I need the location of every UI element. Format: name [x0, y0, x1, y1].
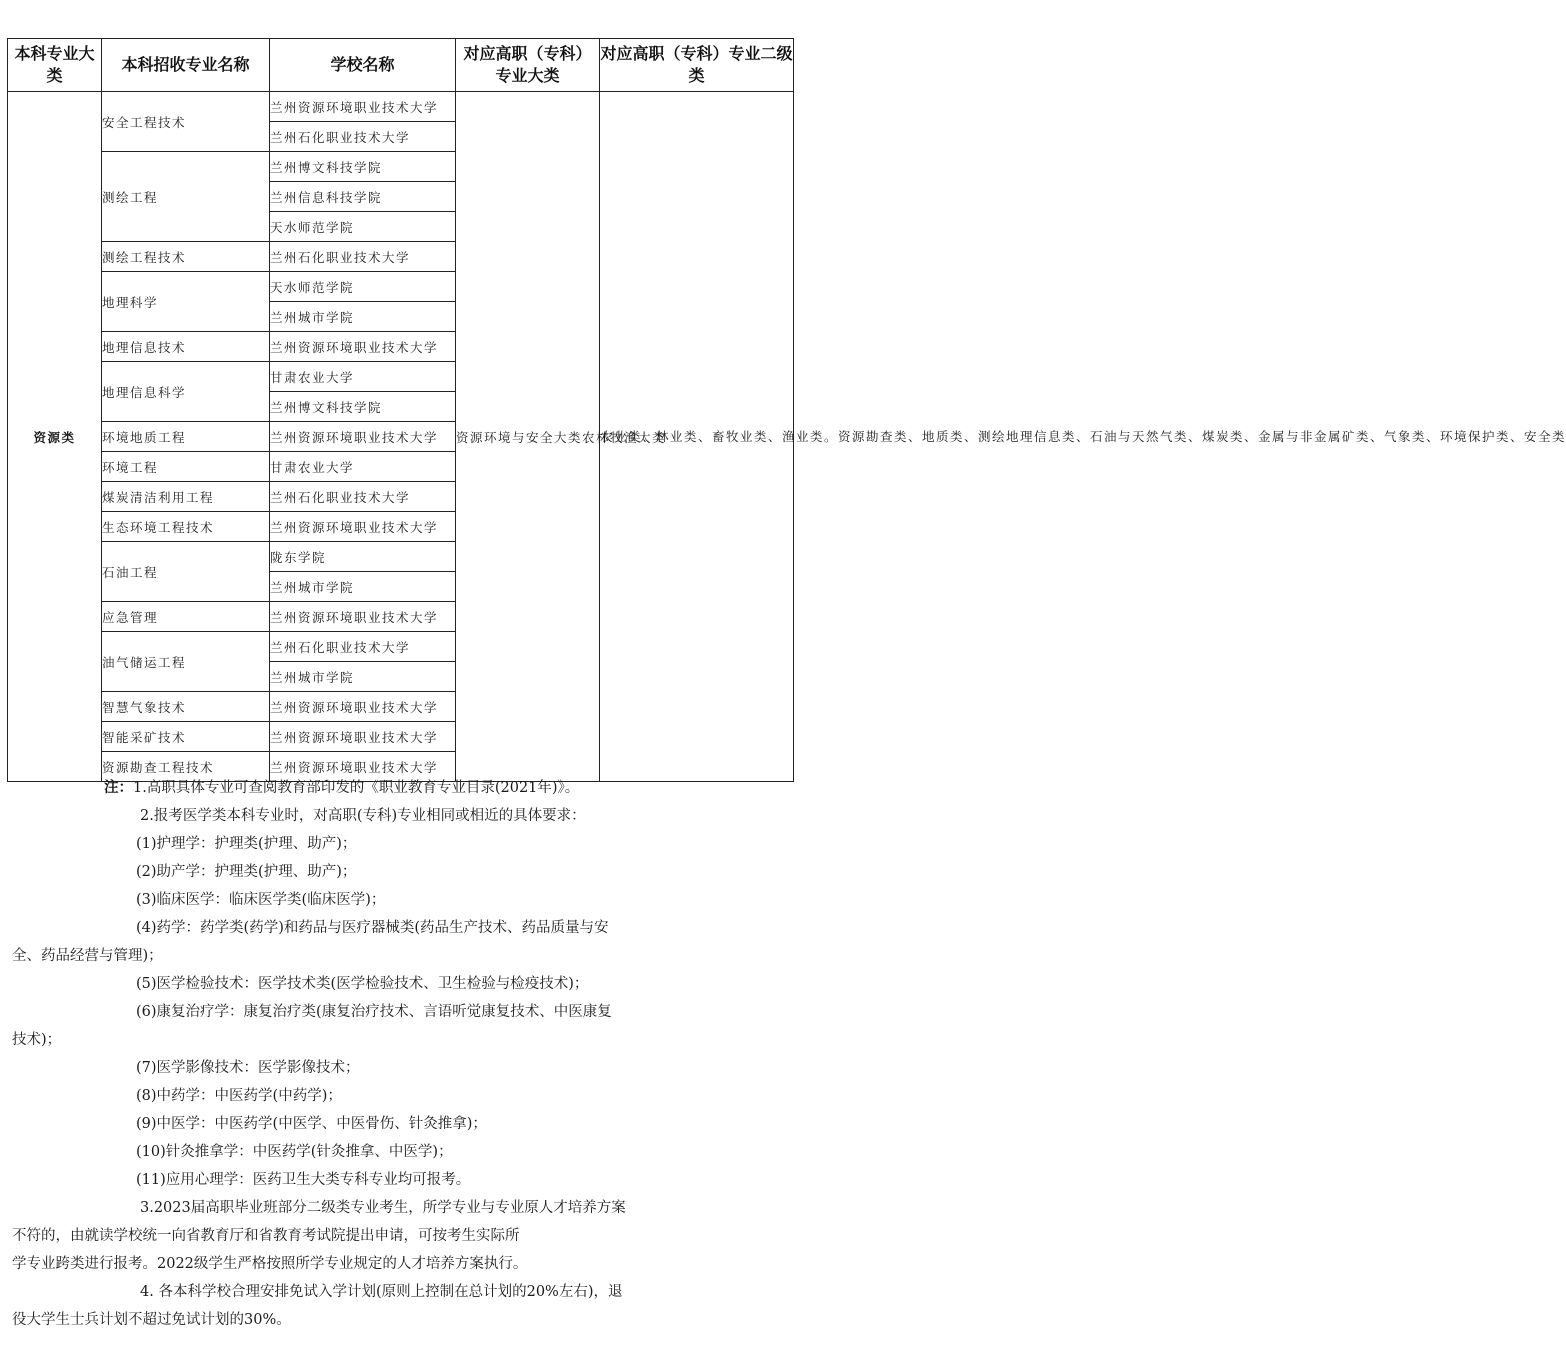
table-header-row: [8, 39, 794, 92]
major-table: [7, 38, 1566, 782]
school-name-cell: 兰州资源环境职业技术大学: [270, 722, 456, 752]
header-undergrad-category: 本科专业大类: [8, 39, 102, 92]
note-3-cont-2: 学专业跨类进行报考。2022级学生严格按照所学专业规定的人才培养方案执行。: [12, 1256, 528, 1272]
table-body: [8, 92, 1566, 782]
school-name-cell: 兰州石化职业技术大学: [270, 122, 456, 152]
header-vocational-subcategory: 对应高职（专科）专业二级类: [600, 39, 794, 92]
major-name-cell: 石油工程: [102, 542, 270, 602]
school-name-cell: 兰州城市学院: [270, 572, 456, 602]
note-2-item-1: (1)护理学：护理类(护理、助产)；: [136, 836, 357, 852]
note-2-item-2: (2)助产学：护理类(护理、助产)；: [136, 864, 357, 880]
note-4: 4. 各本科学校合理安排免试入学计划(原则上控制在总计划的20%左右)，退: [140, 1284, 623, 1300]
major-name-cell: 地理信息科学: [102, 362, 270, 422]
school-name-cell: 兰州资源环境职业技术大学: [270, 752, 456, 782]
note-2-item-11: (11)应用心理学：医药卫生大类专科专业均可报考。: [136, 1172, 471, 1188]
school-name-cell: 兰州城市学院: [270, 302, 456, 332]
school-name-cell: 甘肃农业大学: [270, 452, 456, 482]
school-name-cell: 天水师范学院: [270, 212, 456, 242]
school-name-cell: 兰州资源环境职业技术大学: [270, 602, 456, 632]
header-school-name: 学校名称: [270, 39, 456, 92]
note-3-cont-1: 不符的，由就读学校统一向省教育厅和省教育考试院提出申请，可按考生实际所: [12, 1228, 520, 1244]
vocational-category-cell: 资源环境与安全大类农林牧渔大类: [456, 92, 600, 782]
major-name-cell: 煤炭清洁利用工程: [102, 482, 270, 512]
major-name-cell: 环境地质工程: [102, 422, 270, 452]
category-cell: 资源类: [8, 92, 102, 782]
major-name-cell: 油气储运工程: [102, 632, 270, 692]
major-name-cell: 测绘工程技术: [102, 242, 270, 272]
note-3: 3.2023届高职毕业班部分二级类专业考生，所学专业与专业原人才培养方案: [140, 1200, 626, 1216]
school-name-cell: 兰州石化职业技术大学: [270, 482, 456, 512]
note-2-item-7: (7)医学影像技术：医学影像技术；: [136, 1060, 360, 1076]
header-major-name: 本科招收专业名称: [102, 39, 270, 92]
major-name-cell: 地理信息技术: [102, 332, 270, 362]
note-2-item-9: (9)中医学：中医药学(中医学、中医骨伤、针灸推拿)；: [136, 1116, 487, 1132]
note-2-item-6-cont: 技术)；: [12, 1032, 62, 1048]
school-name-cell: 甘肃农业大学: [270, 362, 456, 392]
major-name-cell: 智能采矿技术: [102, 722, 270, 752]
school-name-cell: 兰州石化职业技术大学: [270, 242, 456, 272]
school-name-cell: 兰州信息科技学院: [270, 182, 456, 212]
note-2-item-5: (5)医学检验技术：医学技术类(医学检验技术、卫生检验与检疫技术)；: [136, 976, 589, 992]
note-1: 注：1.高职具体专业可查阅教育部印发的《职业教育专业目录(2021年)》。: [104, 780, 580, 796]
table-row: [8, 92, 794, 122]
school-name-cell: 兰州资源环境职业技术大学: [270, 512, 456, 542]
major-name-cell: 生态环境工程技术: [102, 512, 270, 542]
school-name-cell: 陇东学院: [270, 542, 456, 572]
major-name-cell: 安全工程技术: [102, 92, 270, 152]
school-name-cell: 兰州城市学院: [270, 662, 456, 692]
note-2-item-10: (10)针灸推拿学：中医药学(针灸推拿、中医学)；: [136, 1144, 453, 1160]
school-name-cell: 兰州石化职业技术大学: [270, 632, 456, 662]
major-name-cell: 应急管理: [102, 602, 270, 632]
school-name-cell: 兰州博文科技学院: [270, 152, 456, 182]
note-2: 2.报考医学类本科专业时，对高职(专科)专业相同或相近的具体要求：: [140, 808, 586, 824]
note-label: 注：: [104, 780, 133, 796]
school-name-cell: 兰州资源环境职业技术大学: [270, 692, 456, 722]
note-2-item-4: (4)药学：药学类(药学)和药品与医疗器械类(药品生产技术、药品质量与安: [136, 920, 609, 936]
major-name-cell: 测绘工程: [102, 152, 270, 242]
header-vocational-category: 对应高职（专科）专业大类: [456, 39, 600, 92]
school-name-cell: 兰州博文科技学院: [270, 392, 456, 422]
school-name-cell: 兰州资源环境职业技术大学: [270, 92, 456, 122]
note-2-item-8: (8)中药学：中医药学(中药学)；: [136, 1088, 342, 1104]
school-name-cell: 兰州资源环境职业技术大学: [270, 422, 456, 452]
notes-section: [12, 774, 794, 1334]
major-name-cell: 地理科学: [102, 272, 270, 332]
major-name-cell: 智慧气象技术: [102, 692, 270, 722]
note-2-item-4-cont: 全、药品经营与管理)；: [12, 948, 163, 964]
note-2-item-6: (6)康复治疗学：康复治疗类(康复治疗技术、言语听觉康复技术、中医康复: [136, 1004, 612, 1020]
note-4-cont: 役大学生士兵计划不超过免试计划的30%。: [12, 1312, 291, 1328]
note-2-item-3: (3)临床医学：临床医学类(临床医学)；: [136, 892, 386, 908]
school-name-cell: 兰州资源环境职业技术大学: [270, 332, 456, 362]
major-name-cell: 环境工程: [102, 452, 270, 482]
school-name-cell: 天水师范学院: [270, 272, 456, 302]
vocational-subcategory-cell: 农业类、林业类、畜牧业类、渔业类。资源勘查类、地质类、测绘地理信息类、石油与天然气类、煤炭类、金属与非金属矿类、气象类、环境保护类、安全类: [600, 92, 794, 782]
major-name-cell: 资源勘查工程技术: [102, 752, 270, 782]
